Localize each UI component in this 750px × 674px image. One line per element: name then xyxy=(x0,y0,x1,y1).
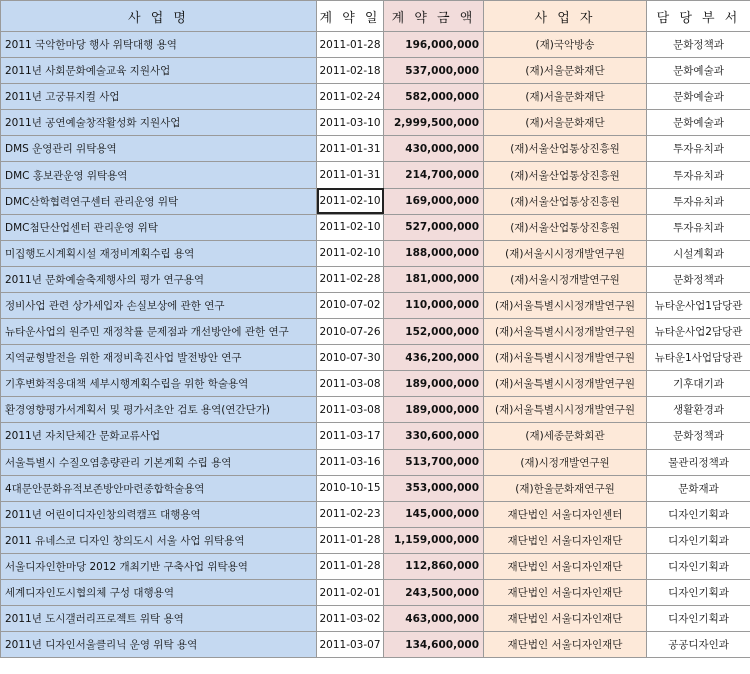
table-row xyxy=(1,58,750,84)
table-row xyxy=(1,214,750,240)
contract-date-cell[interactable]: 2011-03-07 xyxy=(317,632,384,658)
contractor-cell[interactable]: (재)서울특별시시정개발연구원 xyxy=(484,319,647,345)
contract-date-cell[interactable]: 2011-02-18 xyxy=(317,58,384,84)
contract-date-cell[interactable]: 2011-01-31 xyxy=(317,162,384,188)
contract-amount-cell[interactable]: 189,000,000 xyxy=(384,371,484,397)
table-row xyxy=(1,449,750,475)
contractor-cell[interactable]: (재)서울산업통상진흥원 xyxy=(484,136,647,162)
contractor-cell[interactable]: 재단법인 서울디자인재단 xyxy=(484,579,647,605)
contractor-cell[interactable]: (재)서울시시정개발연구원 xyxy=(484,240,647,266)
contractor-cell[interactable]: (재)서울특별시시정개발연구원 xyxy=(484,292,647,318)
project-name-cell[interactable]: 2011년 디자인서울클리닉 운영 위탁 용역 xyxy=(1,632,317,658)
department-cell[interactable]: 투자유치과 xyxy=(647,214,750,240)
contract-date-cell[interactable]: 2011-01-28 xyxy=(317,32,384,58)
contract-date-cell[interactable]: 2010-07-26 xyxy=(317,319,384,345)
project-name-cell[interactable]: 2011년 자치단체간 문화교류사업 xyxy=(1,423,317,449)
contractor-cell[interactable]: 재단법인 서울디자인재단 xyxy=(484,606,647,632)
contract-amount-cell[interactable]: 112,860,000 xyxy=(384,553,484,579)
department-cell[interactable]: 기후대기과 xyxy=(647,371,750,397)
contract-date-cell[interactable]: 2010-07-02 xyxy=(317,292,384,318)
contract-amount-cell[interactable]: 436,200,000 xyxy=(384,345,484,371)
department-cell[interactable]: 투자유치과 xyxy=(647,162,750,188)
contractor-cell[interactable]: 재단법인 서울디자인센터 xyxy=(484,501,647,527)
contractor-cell[interactable]: (재)서울산업통상진흥원 xyxy=(484,214,647,240)
contractor-cell[interactable]: (재)서울산업통상진흥원 xyxy=(484,188,647,214)
department-cell[interactable]: 문화정책과 xyxy=(647,266,750,292)
table-row xyxy=(1,240,750,266)
department-cell[interactable]: 디자인기획과 xyxy=(647,553,750,579)
contract-date-cell[interactable]: 2011-01-28 xyxy=(317,553,384,579)
contract-amount-cell[interactable]: 430,000,000 xyxy=(384,136,484,162)
project-name-cell[interactable]: DMC 홍보관운영 위탁용역 xyxy=(1,162,317,188)
project-name-cell[interactable]: DMC산학협력연구센터 관리운영 위탁 xyxy=(1,188,317,214)
header-row xyxy=(1,1,750,32)
table-row xyxy=(1,397,750,423)
contract-amount-cell[interactable]: 463,000,000 xyxy=(384,606,484,632)
table-row xyxy=(1,579,750,605)
contractor-cell[interactable]: 재단법인 서울디자인재단 xyxy=(484,553,647,579)
department-cell[interactable]: 문화예술과 xyxy=(647,110,750,136)
contract-date-cell[interactable]: 2011-01-31 xyxy=(317,136,384,162)
table-row xyxy=(1,345,750,371)
project-name-cell[interactable]: 2011년 도시갤러리프로젝트 위탁 용역 xyxy=(1,606,317,632)
contract-amount-cell[interactable]: 2,999,500,000 xyxy=(384,110,484,136)
department-cell[interactable]: 뉴타운사업1담당관 xyxy=(647,292,750,318)
contractor-cell[interactable]: (재)서울시정개발연구원 xyxy=(484,266,647,292)
contractor-cell[interactable]: (재)세종문화회관 xyxy=(484,423,647,449)
project-name-cell[interactable]: 지역균형발전을 위한 재정비촉진사업 발전방안 연구 xyxy=(1,345,317,371)
table-row xyxy=(1,423,750,449)
contract-amount-cell[interactable]: 214,700,000 xyxy=(384,162,484,188)
contract-amount-cell[interactable]: 353,000,000 xyxy=(384,475,484,501)
contractor-cell[interactable]: (재)한울문화재연구원 xyxy=(484,475,647,501)
contract-date-cell[interactable]: 2011-03-08 xyxy=(317,371,384,397)
contract-amount-cell[interactable]: 537,000,000 xyxy=(384,58,484,84)
contract-amount-cell[interactable]: 1,159,000,000 xyxy=(384,527,484,553)
department-cell[interactable]: 문화예술과 xyxy=(647,84,750,110)
contractor-cell[interactable]: (재)서울특별시시정개발연구원 xyxy=(484,371,647,397)
table-row xyxy=(1,319,750,345)
contract-amount-cell[interactable]: 181,000,000 xyxy=(384,266,484,292)
contract-amount-cell[interactable]: 189,000,000 xyxy=(384,397,484,423)
project-name-cell[interactable]: DMC첨단산업센터 관리운영 위탁 xyxy=(1,214,317,240)
contract-amount-cell[interactable]: 513,700,000 xyxy=(384,449,484,475)
contract-date-cell[interactable]: 2011-01-28 xyxy=(317,527,384,553)
department-cell[interactable]: 디자인기획과 xyxy=(647,606,750,632)
department-cell[interactable]: 디자인기획과 xyxy=(647,501,750,527)
header-project-name[interactable]: 사 업 명 xyxy=(1,1,317,32)
project-name-cell[interactable]: 2011 유네스코 디자인 창의도시 서울 사업 위탁용역 xyxy=(1,527,317,553)
contract-date-cell[interactable]: 2011-03-17 xyxy=(317,423,384,449)
contract-date-cell[interactable]: 2011-02-23 xyxy=(317,501,384,527)
contract-date-cell[interactable]: 2011-03-16 xyxy=(317,449,384,475)
contract-amount-cell[interactable]: 152,000,000 xyxy=(384,319,484,345)
project-name-cell[interactable]: 2011년 문화예술축제행사의 평가 연구용역 xyxy=(1,266,317,292)
table-row xyxy=(1,32,750,58)
table-row xyxy=(1,632,750,658)
header-contract-date[interactable]: 계 약 일 xyxy=(317,1,384,32)
department-cell[interactable]: 물관리정책과 xyxy=(647,449,750,475)
table-row xyxy=(1,371,750,397)
contract-date-cell[interactable]: 2011-02-10 xyxy=(317,240,384,266)
contract-amount-cell[interactable]: 196,000,000 xyxy=(384,32,484,58)
contractor-cell[interactable]: (재)시정개발연구원 xyxy=(484,449,647,475)
contract-date-cell[interactable]: 2011-02-10 xyxy=(317,214,384,240)
project-name-cell[interactable]: 2011년 공연예술창작활성화 지원사업 xyxy=(1,110,317,136)
department-cell[interactable]: 뉴타운1사업담당관 xyxy=(647,345,750,371)
department-cell[interactable]: 디자인기획과 xyxy=(647,579,750,605)
contract-date-cell[interactable]: 2011-02-01 xyxy=(317,579,384,605)
contract-date-cell[interactable]: 2011-02-28 xyxy=(317,266,384,292)
contractor-cell[interactable]: 재단법인 서울디자인재단 xyxy=(484,527,647,553)
project-name-cell[interactable]: 4대문안문화유적보존방안마련종합학술용역 xyxy=(1,475,317,501)
contract-date-cell[interactable]: 2011-02-10 xyxy=(317,188,384,214)
table-row xyxy=(1,292,750,318)
header-contract-amount[interactable]: 계 약 금 액 xyxy=(384,1,484,32)
project-name-cell[interactable]: DMS 운영관리 위탁용역 xyxy=(1,136,317,162)
project-name-cell[interactable]: 미집행도시계획시설 재정비계획수립 용역 xyxy=(1,240,317,266)
contract-amount-cell[interactable]: 527,000,000 xyxy=(384,214,484,240)
contract-date-cell[interactable]: 2010-07-30 xyxy=(317,345,384,371)
contractor-cell[interactable]: (재)서울산업통상진흥원 xyxy=(484,162,647,188)
project-name-cell[interactable]: 서울특별시 수질오염총량관리 기본계획 수립 용역 xyxy=(1,449,317,475)
contractor-cell[interactable]: (재)서울문화재단 xyxy=(484,84,647,110)
department-cell[interactable]: 문화정책과 xyxy=(647,423,750,449)
contractor-cell[interactable]: (재)서울특별시시정개발연구원 xyxy=(484,397,647,423)
project-name-cell[interactable]: 뉴타운사업의 원주민 재정착률 문제점과 개선방안에 관한 연구 xyxy=(1,319,317,345)
project-name-cell[interactable]: 2011년 사회문화예술교육 지원사업 xyxy=(1,58,317,84)
table-row xyxy=(1,266,750,292)
header-contractor[interactable]: 사 업 자 xyxy=(484,1,647,32)
table-body xyxy=(1,32,750,658)
department-cell[interactable]: 투자유치과 xyxy=(647,188,750,214)
project-name-cell[interactable]: 2011 국악한마당 행사 위탁대행 용역 xyxy=(1,32,317,58)
project-name-cell[interactable]: 정비사업 관련 상가세입자 손실보상에 관한 연구 xyxy=(1,292,317,318)
department-cell[interactable]: 문화예술과 xyxy=(647,58,750,84)
department-cell[interactable]: 투자유치과 xyxy=(647,136,750,162)
contract-date-cell[interactable]: 2011-03-02 xyxy=(317,606,384,632)
department-cell[interactable]: 공공디자인과 xyxy=(647,632,750,658)
table-row xyxy=(1,110,750,136)
contract-amount-cell[interactable]: 134,600,000 xyxy=(384,632,484,658)
table-row xyxy=(1,84,750,110)
table-row xyxy=(1,475,750,501)
department-cell[interactable]: 디자인기획과 xyxy=(647,527,750,553)
project-name-cell[interactable]: 환경영향평가서계획서 및 평가서초안 검토 용역(연간단가) xyxy=(1,397,317,423)
contract-amount-cell[interactable]: 582,000,000 xyxy=(384,84,484,110)
table-row xyxy=(1,527,750,553)
contractor-cell[interactable]: (재)국악방송 xyxy=(484,32,647,58)
contract-amount-cell[interactable]: 188,000,000 xyxy=(384,240,484,266)
contractor-cell[interactable]: 재단법인 서울디자인재단 xyxy=(484,632,647,658)
department-cell[interactable]: 뉴타운사업2담당관 xyxy=(647,319,750,345)
table-row xyxy=(1,606,750,632)
project-name-cell[interactable]: 기후변화적응대책 세부시행계획수립을 위한 학술용역 xyxy=(1,371,317,397)
table-row xyxy=(1,162,750,188)
contractor-cell[interactable]: (재)서울문화재단 xyxy=(484,58,647,84)
table-row xyxy=(1,136,750,162)
contractor-cell[interactable]: (재)서울특별시시정개발연구원 xyxy=(484,345,647,371)
contract-date-cell[interactable]: 2011-03-10 xyxy=(317,110,384,136)
contract-amount-cell[interactable]: 243,500,000 xyxy=(384,579,484,605)
project-name-cell[interactable]: 세계디자인도시협의체 구성 대행용역 xyxy=(1,579,317,605)
department-cell[interactable]: 생활환경과 xyxy=(647,397,750,423)
table-row xyxy=(1,553,750,579)
header-department[interactable]: 담 당 부 서 xyxy=(647,1,750,32)
project-name-cell[interactable]: 서울디자인한마당 2012 개최기반 구축사업 위탁용역 xyxy=(1,553,317,579)
table-row xyxy=(1,188,750,214)
contract-date-cell[interactable]: 2011-03-08 xyxy=(317,397,384,423)
department-cell[interactable]: 시설계획과 xyxy=(647,240,750,266)
contract-date-cell[interactable]: 2010-10-15 xyxy=(317,475,384,501)
contract-amount-cell[interactable]: 330,600,000 xyxy=(384,423,484,449)
project-name-cell[interactable]: 2011년 고궁뮤지컬 사업 xyxy=(1,84,317,110)
department-cell[interactable]: 문화재과 xyxy=(647,475,750,501)
contract-amount-cell[interactable]: 110,000,000 xyxy=(384,292,484,318)
project-name-cell[interactable]: 2011년 어린이디자인창의력캠프 대행용역 xyxy=(1,501,317,527)
contractor-cell[interactable]: (재)서울문화재단 xyxy=(484,110,647,136)
table-row xyxy=(1,501,750,527)
department-cell[interactable]: 문화정책과 xyxy=(647,32,750,58)
contract-date-cell[interactable]: 2011-02-24 xyxy=(317,84,384,110)
contract-amount-cell[interactable]: 145,000,000 xyxy=(384,501,484,527)
contract-amount-cell[interactable]: 169,000,000 xyxy=(384,188,484,214)
